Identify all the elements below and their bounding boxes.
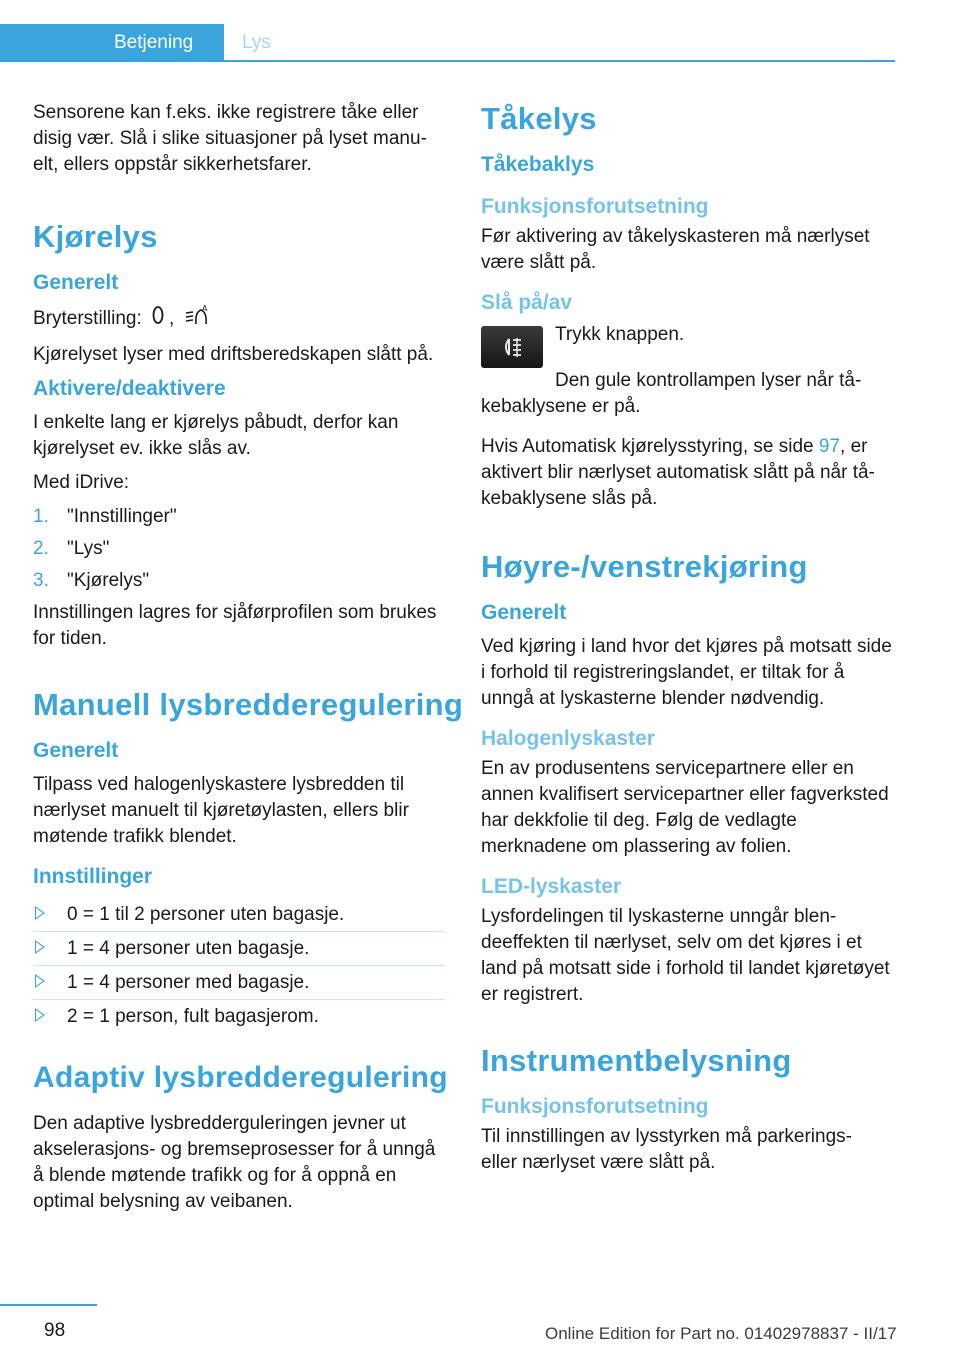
aktivere-text: I enkelte lang er kjørelys påbudt, derfor kan kjørelyset ev. ikke slås av. bbox=[33, 412, 399, 459]
list-item bbox=[33, 568, 445, 594]
step-number: 1. bbox=[33, 506, 49, 527]
tab-lys[interactable]: Lys bbox=[242, 32, 271, 53]
list-item bbox=[33, 536, 445, 562]
list-item bbox=[33, 504, 445, 530]
instrument-text: Til innstillingen av lysstyrken må parkerings- eller nærlyset være slått på. bbox=[481, 1126, 852, 1173]
step-label: "Kjørelys" bbox=[67, 570, 150, 591]
funksjon-text: Før aktivering av tåkelyskasteren må nærlyset være slått på. bbox=[481, 226, 870, 273]
header-divider bbox=[224, 60, 895, 62]
manuell-text: Tilpass ved halogenlyskastere lysbredden til nærlyset manuelt til kjøretøylasten, ellers blir møtende trafikk blendet. bbox=[33, 774, 409, 847]
page-link-97[interactable]: 97 bbox=[818, 436, 841, 457]
subheading-innstillinger: Innstillinger bbox=[33, 865, 153, 888]
idrive-steps bbox=[33, 504, 445, 594]
edition-text: Online Edition for Part no. 01402978837 - II/17 bbox=[545, 1324, 897, 1343]
setting-text: 1 = 4 personer uten bagasje. bbox=[67, 938, 310, 959]
light-switch-zero-icon bbox=[151, 304, 165, 334]
auto-paragraph bbox=[481, 434, 893, 512]
bryter-separator: , bbox=[169, 308, 175, 330]
page-number: 98 bbox=[44, 1320, 66, 1341]
subheading-generelt: Generelt bbox=[33, 739, 119, 762]
subheading-halogen: Halogenlyskaster bbox=[481, 727, 655, 750]
heading-hoyre: Høyre-/venstrekjøring bbox=[481, 549, 808, 584]
rear-fog-light-button[interactable] bbox=[481, 326, 543, 368]
list-item bbox=[33, 898, 445, 932]
bryter-label: Bryterstilling: bbox=[33, 308, 142, 330]
footer-divider bbox=[0, 1304, 97, 1306]
rear-fog-light-icon bbox=[481, 326, 543, 368]
heading-instrument: Instrumentbelysning bbox=[481, 1043, 792, 1078]
kjorelys-text: Kjørelyset lyser med driftsberedskapen slått på. bbox=[33, 344, 434, 365]
triangle-bullet-icon bbox=[35, 906, 45, 920]
header-bar bbox=[0, 24, 895, 62]
trykk-text: Trykk knappen. bbox=[555, 324, 685, 345]
list-item bbox=[33, 1000, 445, 1033]
hoyre-generelt-text: Ved kjøring i land hvor det kjøres på motsatt side i forhold til registreringslandet, er tiltak for å unngå at lyskasterne blender nødvendig. bbox=[481, 636, 892, 709]
subheading-funksjon: Funksjonsforutsetning bbox=[481, 1095, 709, 1118]
subheading-generelt: Generelt bbox=[33, 271, 119, 294]
setting-text: 1 = 4 personer med bagasje. bbox=[67, 972, 310, 993]
heading-adaptiv: Adaptiv lysbredderegulering bbox=[33, 1061, 448, 1094]
fog-button-row bbox=[481, 322, 893, 374]
list-item bbox=[33, 966, 445, 1000]
step-number: 2. bbox=[33, 538, 49, 559]
triangle-bullet-icon bbox=[35, 940, 45, 954]
subheading-aktivere: Aktivere/deaktivere bbox=[33, 377, 226, 400]
bryter-paragraph bbox=[33, 304, 445, 334]
step-label: "Innstillinger" bbox=[67, 506, 177, 527]
setting-text: 0 = 1 til 2 personer uten bagasje. bbox=[67, 904, 345, 925]
left-column bbox=[33, 100, 464, 1223]
auto-pre: Hvis Automatisk kjørelysstyring, se side bbox=[481, 436, 819, 457]
adaptiv-text: Den adaptive lysbredderguleringen jevner ut akselerasjons- og bremseprosesser for å unngå å blende møtende trafikk og for å oppnå en optimal belysning av veibanen. bbox=[33, 1113, 436, 1212]
heading-manuell: Manuell lysbredderegulering bbox=[33, 687, 464, 722]
step-number: 3. bbox=[33, 570, 49, 591]
halogen-text: En av produsentens servicepartnere eller en annen kvalifisert servicepartner eller fagverksted har dekkfolie til deg. Følg de vedlagte merknadene om plassering av folien. bbox=[481, 758, 889, 857]
settings-list bbox=[33, 898, 445, 1033]
step-label: "Lys" bbox=[67, 538, 110, 559]
intro-paragraph: Sensorene kan f.eks. ikke registrere tåke eller disig vær. Slå i slike situasjoner på lyset manuelt, ellers oppstår sikkerhetsfarer. bbox=[33, 102, 427, 175]
setting-text: 2 = 1 person, fult bagasjerom. bbox=[67, 1006, 319, 1027]
subheading-generelt: Generelt bbox=[481, 601, 567, 624]
triangle-bullet-icon bbox=[35, 974, 45, 988]
triangle-bullet-icon bbox=[35, 1008, 45, 1022]
heading-kjorelys: Kjørelys bbox=[33, 219, 158, 254]
svg-text:A: A bbox=[201, 304, 208, 313]
subheading-sla: Slå på/av bbox=[481, 291, 573, 314]
after-steps-text: Innstillingen lagres for sjåførprofilen som brukes for tiden. bbox=[33, 602, 437, 649]
right-column bbox=[481, 100, 893, 1184]
med-idrive: Med iDrive: bbox=[33, 472, 130, 493]
heading-takelys: Tåkelys bbox=[481, 101, 597, 136]
subheading-takebaklys: Tåkebaklys bbox=[481, 153, 595, 176]
gule-text-line: Den gule kontrollampen lyser når tåkebaklysene er på. bbox=[481, 370, 862, 417]
auto-post: , er aktivert blir nærlyset automatisk slått på når tåkebaklysene slås på. bbox=[481, 436, 875, 509]
list-item bbox=[33, 932, 445, 966]
tab-betjening[interactable]: Betjening bbox=[0, 24, 224, 62]
led-text: Lysfordelingen til lyskasterne unngår blendeeffekten til nærlyset, selv om det kjøres i et land på motsatt side i forhold til landet kjøretøyet er registrert. bbox=[481, 906, 890, 1005]
subheading-funksjon: Funksjonsforutsetning bbox=[481, 195, 709, 218]
automatic-headlight-icon bbox=[184, 304, 212, 334]
subheading-led: LED-lyskaster bbox=[481, 875, 622, 898]
